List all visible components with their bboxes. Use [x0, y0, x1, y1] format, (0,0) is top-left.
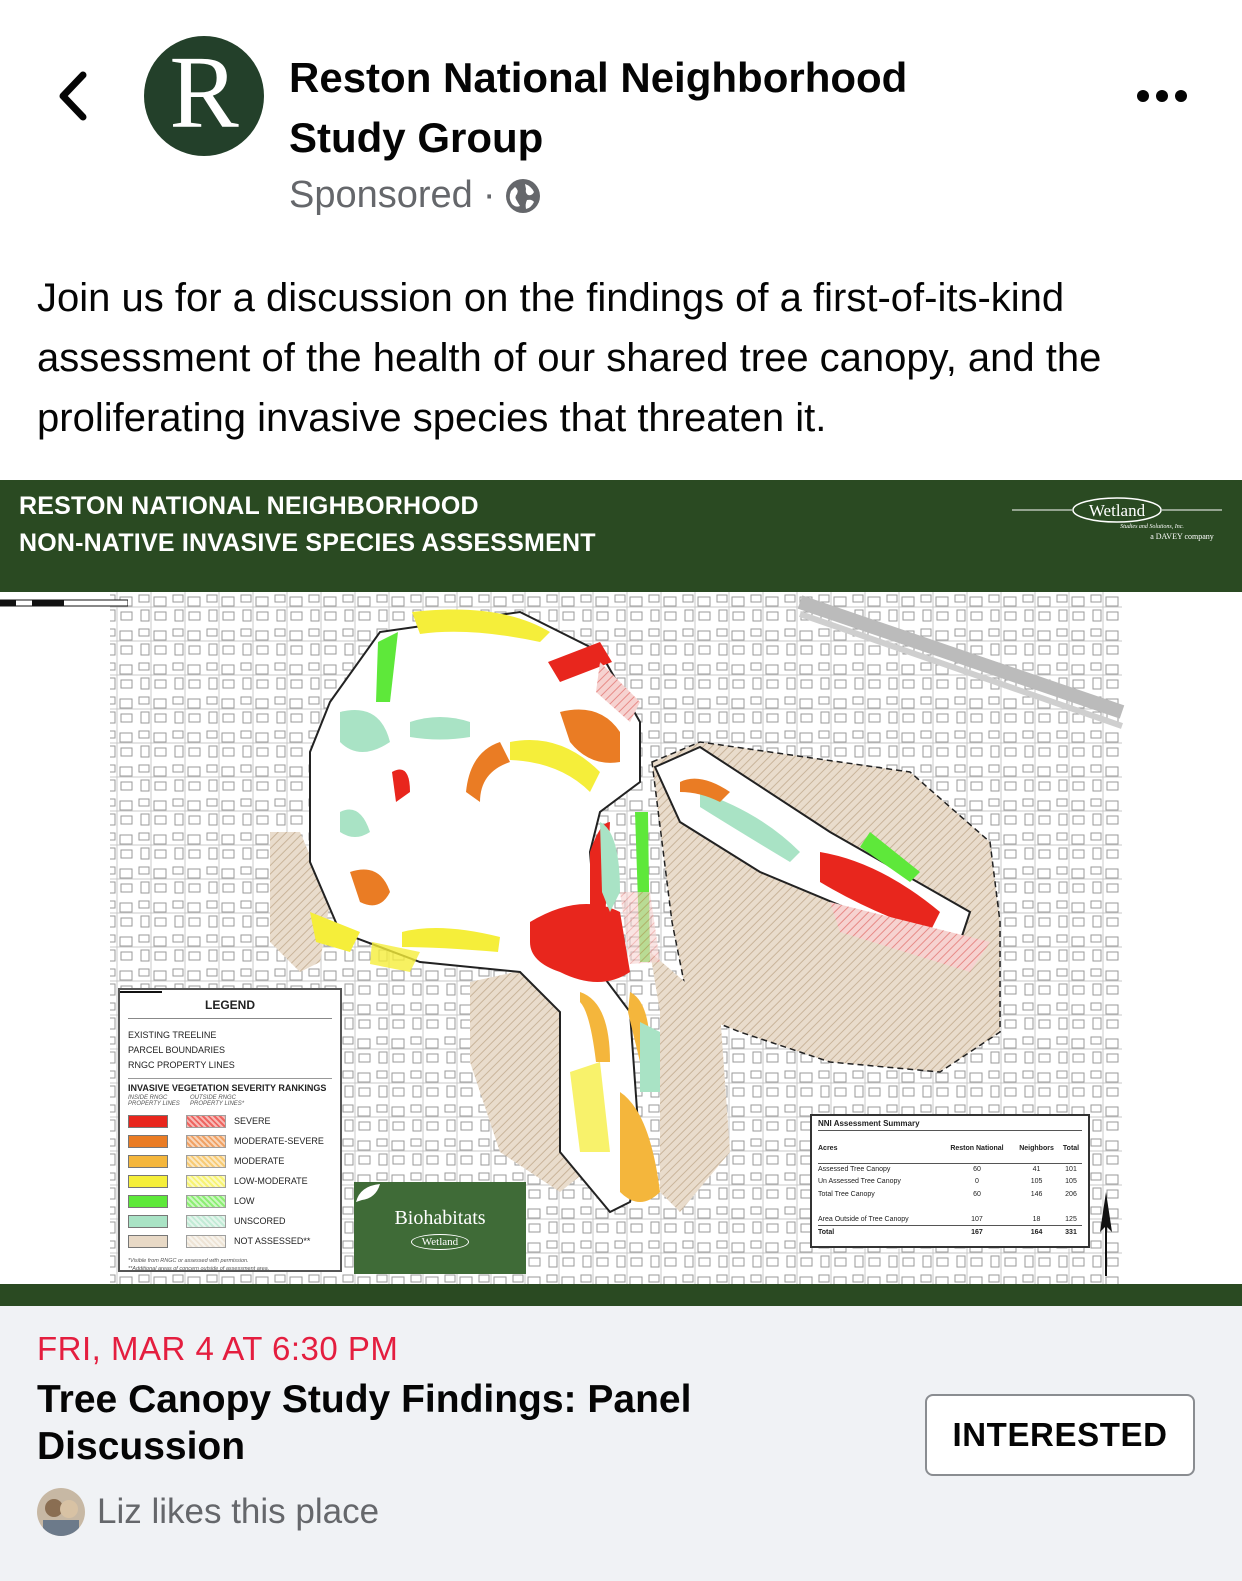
- summary-cell: 60: [973, 1190, 981, 1198]
- biohabitats-name: Biohabitats: [394, 1206, 486, 1229]
- severity-label: LOW: [234, 1196, 255, 1206]
- summary-cell: [1013, 1201, 1060, 1214]
- event-title[interactable]: Tree Canopy Study Findings: Panel Discussion: [37, 1378, 692, 1468]
- nni-summary-table: [810, 1114, 1090, 1248]
- post-text: Join us for a discussion on the findings of a first-of-its-kind assessment of the health of our shared tree canopy, and the proliferating invasive species that threaten it.: [37, 276, 1102, 440]
- severity-swatch-inside: [128, 1155, 168, 1168]
- north-arrow-icon: [1098, 1192, 1114, 1276]
- summary-cell: [941, 1201, 1013, 1214]
- map-title-line-2: NON-NATIVE INVASIVE SPECIES ASSESSMENT: [19, 529, 596, 557]
- severity-swatch-inside: [128, 1215, 168, 1228]
- legend-col-inside: INSIDE RNGC PROPERTY LINES: [128, 1095, 180, 1107]
- map-title-line-1: RESTON NATIONAL NEIGHBORHOOD: [19, 492, 479, 520]
- summary-cell: 125: [1065, 1215, 1077, 1223]
- property-line-sample: [120, 990, 162, 994]
- summary-grid: [818, 1135, 1082, 1238]
- legend-note-1: *Visible from RNGC or assessed with permission.: [128, 1258, 249, 1264]
- severity-swatch-inside: [128, 1115, 168, 1128]
- severity-label: SEVERE: [234, 1116, 271, 1126]
- summary-cell: 105: [1030, 1178, 1043, 1186]
- legend-severity-row: [128, 1211, 332, 1231]
- summary-body: [818, 1163, 1082, 1238]
- leaf-icon: [354, 1182, 384, 1204]
- legend-line-treeline: [128, 1027, 332, 1042]
- social-context: [37, 1488, 379, 1536]
- severity-swatch-inside: [128, 1135, 168, 1148]
- summary-cell: 101: [1065, 1166, 1077, 1173]
- sponsored-label: Sponsored: [289, 174, 473, 216]
- legend-severity-row: [128, 1151, 332, 1171]
- summary-cell: 41: [1032, 1166, 1041, 1173]
- legend-line-label: RNGC PROPERTY LINES: [128, 1059, 235, 1070]
- event-details[interactable]: [0, 1306, 1242, 1581]
- post-meta: [289, 174, 541, 217]
- severity-swatch-outside: [186, 1195, 226, 1208]
- legend-col-outside: OUTSIDE RNGC PROPERTY LINES*: [190, 1095, 245, 1107]
- summary-header: Acres: [818, 1135, 941, 1163]
- legend-column-headers: [128, 1095, 332, 1107]
- wetland-logo: [1012, 496, 1222, 546]
- severity-swatch-outside: [186, 1235, 226, 1248]
- summary-header-row: [818, 1135, 1082, 1163]
- post-header: [0, 0, 1242, 240]
- summary-cell: 105: [1065, 1178, 1077, 1186]
- legend-line-label: PARCEL BOUNDARIES: [128, 1044, 226, 1055]
- severity-swatch-inside: [128, 1175, 168, 1188]
- summary-cell: 107: [971, 1215, 983, 1223]
- severity-swatch-outside: [186, 1135, 226, 1148]
- summary-cell: 164: [1013, 1226, 1060, 1239]
- severity-label: MODERATE-SEVERE: [234, 1136, 324, 1146]
- page-avatar[interactable]: [144, 36, 264, 156]
- biohabitats-partner: Wetland: [411, 1234, 469, 1250]
- legend-line-property: [128, 1057, 332, 1072]
- globe-icon: [505, 178, 541, 214]
- summary-row: [818, 1163, 1082, 1176]
- summary-cell: 60: [973, 1166, 981, 1173]
- severity-swatch-inside: [128, 1235, 168, 1248]
- legend-severity-list: [128, 1111, 332, 1251]
- summary-header: Neighbors: [1013, 1135, 1060, 1163]
- wetland-logo-text: Wetland: [1088, 501, 1146, 520]
- wetland-logo-company: a DAVEY company: [1150, 532, 1214, 541]
- legend-severity-row: [128, 1131, 332, 1151]
- summary-cell: Total Tree Canopy: [818, 1190, 875, 1198]
- legend-rankings-title: INVASIVE VEGETATION SEVERITY RANKINGS: [128, 1078, 332, 1093]
- scale-bar: [0, 592, 128, 612]
- avatar-letter: R: [169, 35, 239, 150]
- legend-line-label: EXISTING TREELINE: [128, 1029, 217, 1040]
- wetland-logo-sub: Studies and Solutions, Inc.: [1120, 524, 1184, 530]
- summary-cell: Total: [818, 1226, 941, 1239]
- summary-row: [818, 1201, 1082, 1214]
- summary-cell: 0: [975, 1178, 979, 1186]
- summary-cell: 206: [1065, 1190, 1077, 1198]
- friend-photo-icon: [37, 1488, 85, 1536]
- summary-cell: 146: [1030, 1190, 1043, 1198]
- meta-separator: ·: [482, 174, 496, 216]
- severity-swatch-outside: [186, 1175, 226, 1188]
- map-title: [19, 488, 596, 562]
- severity-swatch-outside: [186, 1115, 226, 1128]
- legend-severity-row: [128, 1171, 332, 1191]
- summary-cell: [1060, 1201, 1082, 1214]
- assessment-map: [0, 592, 1242, 1284]
- severity-swatch-outside: [186, 1155, 226, 1168]
- summary-header: Total: [1060, 1135, 1082, 1163]
- biohabitats-logo: [354, 1182, 526, 1274]
- summary-row: [818, 1213, 1082, 1226]
- summary-cell: 18: [1032, 1215, 1041, 1223]
- summary-header: Reston National: [941, 1135, 1013, 1163]
- summary-row: [818, 1176, 1082, 1189]
- legend-title: LEGEND: [128, 994, 332, 1019]
- severity-swatch-inside: [128, 1195, 168, 1208]
- summary-row: [818, 1226, 1082, 1239]
- legend-notes: [128, 1257, 332, 1273]
- severity-swatch-outside: [186, 1215, 226, 1228]
- summary-cell: Area Outside of Tree Canopy: [818, 1215, 909, 1223]
- back-button[interactable]: [44, 66, 100, 126]
- page-name[interactable]: Reston National Neighborhood Study Group: [289, 54, 908, 161]
- severity-label: UNSCORED: [234, 1216, 286, 1226]
- severity-label: MODERATE: [234, 1156, 285, 1166]
- interested-button[interactable]: INTERESTED: [925, 1394, 1195, 1476]
- event-date: FRI, MAR 4 AT 6:30 PM: [37, 1330, 399, 1367]
- summary-cell: 167: [941, 1226, 1013, 1239]
- chevron-left-icon: [55, 71, 89, 121]
- summary-cell: 331: [1060, 1226, 1082, 1239]
- legend-severity-row: [128, 1231, 332, 1251]
- summary-title: NNI Assessment Summary: [818, 1119, 1082, 1131]
- severity-label: LOW-MODERATE: [234, 1176, 308, 1186]
- more-options-button[interactable]: [1130, 78, 1194, 114]
- summary-row: [818, 1188, 1082, 1201]
- severity-label: NOT ASSESSED**: [234, 1236, 311, 1246]
- legend-severity-row: [128, 1111, 332, 1131]
- summary-cell: [818, 1201, 941, 1214]
- social-text: Liz likes this place: [97, 1492, 380, 1531]
- map-legend: [118, 988, 342, 1272]
- legend-note-2: **Additional areas of concern outside of assessment area.: [128, 1266, 270, 1272]
- legend-line-parcel: [128, 1042, 332, 1057]
- more-horizontal-icon: [1136, 89, 1188, 103]
- event-image[interactable]: [0, 480, 1242, 1306]
- summary-cell: Assessed Tree Canopy: [818, 1166, 891, 1173]
- legend-severity-row: [128, 1191, 332, 1211]
- friend-avatar: [37, 1488, 85, 1536]
- summary-cell: Un Assessed Tree Canopy: [818, 1178, 901, 1186]
- image-bottom-stripe: [0, 1284, 1242, 1306]
